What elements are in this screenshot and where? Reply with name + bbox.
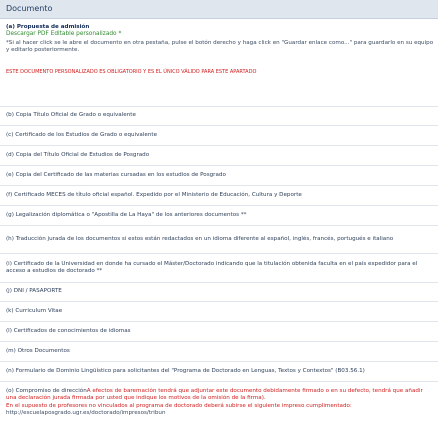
item-label: (h) Traducción jurada de los documentos si estos están redactados en un idioma diferente al español, inglés, francés, portugués e italiano [6, 235, 394, 242]
item-label: (i) Certificado de la Universidad en donde ha cursado el Máster/Doctorado indicando que la titulación obtenida faculta en el país expedidor para el acceso a estudios de doctorado ** [6, 260, 418, 274]
document-list [0, 19, 438, 428]
mandatory-warning: ESTE DOCUMENTO PERSONALIZADO ES OBLIGATORIO Y ES EL ÚNICO VÁLIDO PARA ESTE APARTADO [6, 68, 257, 75]
list-item[interactable] [0, 302, 438, 322]
item-label: (d) Copia del Título Oficial de Estudios de Posgrado [6, 151, 150, 158]
list-item[interactable] [0, 186, 438, 206]
compromiso-note: En el supuesto de profesores no vinculados al programa de doctorado deberá subirse el siguiente impreso cumplimentado: [6, 402, 352, 409]
list-item[interactable] [0, 362, 438, 382]
list-item[interactable] [0, 283, 438, 302]
list-item[interactable] [0, 226, 438, 254]
download-note: *Si al hacer click se le abre el documento en otra pestaña, pulse el botón derecho y haga click en "Guardar enlace como..." para guardarlo en su equipo y editarlo posteriormente. [6, 39, 434, 54]
item-title: (a) Propuesta de admisión [6, 24, 90, 30]
item-label: (f) Certificado MECES de título oficial español. Expedido por el Ministerio de Educación, Cultura y Deporte [6, 191, 302, 198]
item-label: (b) Copia Título Oficial de Grado o equivalente [6, 112, 136, 119]
item-title: (o) Compromiso de dirección [6, 388, 87, 394]
item-label: (m) Otros Documentos [6, 347, 70, 354]
list-item-propuesta-admision [0, 19, 438, 107]
list-item[interactable] [0, 146, 438, 166]
item-label: (e) Copia del Certificado de las materias cursadas en los estudios de Posgrado [6, 171, 226, 178]
list-item[interactable] [0, 254, 438, 283]
item-label: (j) DNI / PASAPORTE [6, 288, 62, 295]
list-item[interactable] [0, 342, 438, 362]
list-item-compromiso-direccion [0, 382, 438, 428]
panel-header [0, 0, 438, 19]
item-label: (l) Certificados de conocimientos de idiomas [6, 327, 131, 334]
impreso-url-link[interactable]: http://escuelaposgrado.ugr.es/doctorado/impresos/tribun [6, 410, 166, 417]
compromiso-text: A efectos de baremación tendrá que adjuntar este documento debidamente firmado o en su defecto, tendrá que añadir una declaración jurada firmada por usted que indique los motivos de la omisión de la firma). [6, 388, 423, 402]
item-label: (k) Curriculum Vitae [6, 307, 63, 314]
download-pdf-link[interactable]: Descargar PDF Editable personalizado * [6, 31, 122, 38]
list-item[interactable] [0, 126, 438, 146]
item-label: (g) Legalización diplomática o "Apostilla de La Haya" de los anteriores documentos ** [6, 211, 247, 218]
list-item[interactable] [0, 166, 438, 186]
panel-title: Documento [6, 4, 53, 13]
list-item[interactable] [0, 206, 438, 226]
item-label: (n) Formulario de Dominio Lingüístico para solicitantes del "Programa de Doctorado en Lenguas, Textos y Contextos" (B03.56.1) [6, 367, 365, 374]
list-item[interactable] [0, 107, 438, 126]
item-label: (c) Certificado de los Estudios de Grado o equivalente [6, 131, 158, 138]
list-item[interactable] [0, 322, 438, 342]
